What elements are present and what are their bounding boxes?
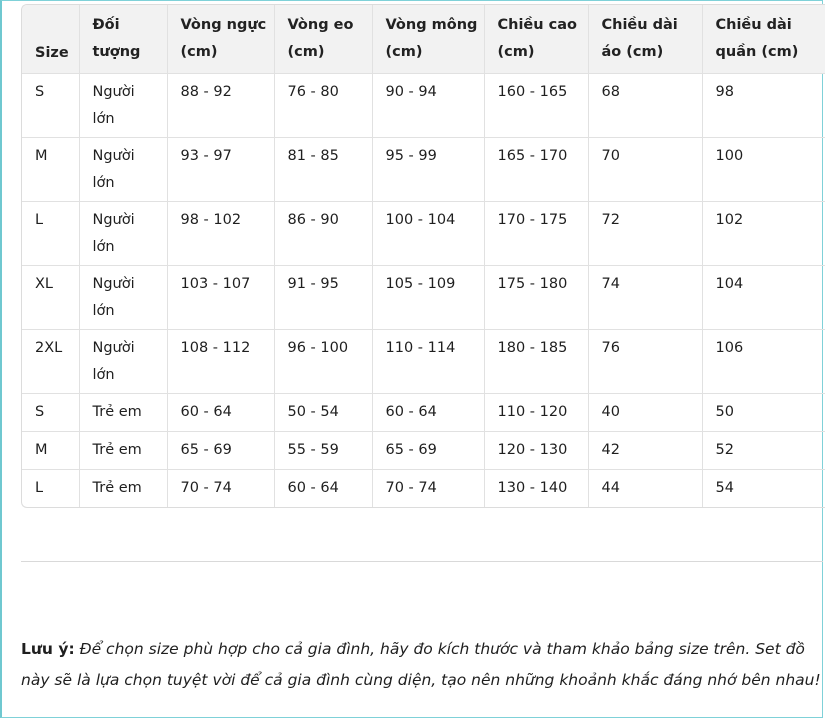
cell-waist: 81 - 85 xyxy=(274,137,372,201)
cell-chest: 70 - 74 xyxy=(167,469,274,507)
table-row xyxy=(22,201,825,265)
cell-pants-length: 54 xyxy=(702,469,825,507)
cell-size: S xyxy=(22,73,79,137)
cell-waist: 76 - 80 xyxy=(274,73,372,137)
cell-height: 165 - 170 xyxy=(484,137,588,201)
table-row xyxy=(22,393,825,431)
size-table-container xyxy=(21,4,825,508)
cell-group: Trẻ em xyxy=(79,393,167,431)
header-shirt-length: Chiều dài áo (cm) xyxy=(588,5,702,73)
header-group: Đối tượng xyxy=(79,5,167,73)
cell-waist: 96 - 100 xyxy=(274,329,372,393)
cell-chest: 108 - 112 xyxy=(167,329,274,393)
cell-height: 170 - 175 xyxy=(484,201,588,265)
cell-waist: 50 - 54 xyxy=(274,393,372,431)
note-paragraph xyxy=(21,634,821,696)
cell-pants-length: 52 xyxy=(702,431,825,469)
cell-shirt-length: 70 xyxy=(588,137,702,201)
cell-hip: 105 - 109 xyxy=(372,265,484,329)
cell-hip: 70 - 74 xyxy=(372,469,484,507)
horizontal-divider xyxy=(21,561,823,562)
cell-chest: 65 - 69 xyxy=(167,431,274,469)
cell-shirt-length: 76 xyxy=(588,329,702,393)
cell-pants-length: 50 xyxy=(702,393,825,431)
cell-waist: 55 - 59 xyxy=(274,431,372,469)
cell-size: L xyxy=(35,479,44,496)
table-row xyxy=(22,329,825,393)
header-chest: Vòng ngực (cm) xyxy=(167,5,274,73)
header-hip: Vòng mông (cm) xyxy=(372,5,484,73)
header-height: Chiều cao (cm) xyxy=(484,5,588,73)
cell-group: Người lớn xyxy=(79,201,167,265)
cell-hip: 90 - 94 xyxy=(372,73,484,137)
header-pants-length: Chiều dài quần (cm) xyxy=(702,5,825,73)
cell-waist: 60 - 64 xyxy=(274,469,372,507)
cell-size: S xyxy=(22,393,79,431)
cell-height: 175 - 180 xyxy=(484,265,588,329)
cell-group: Người lớn xyxy=(79,329,167,393)
cell-size: 2XL xyxy=(22,329,79,393)
table-row xyxy=(22,73,825,137)
cell-shirt-length: 72 xyxy=(588,201,702,265)
cell-pants-length: 102 xyxy=(702,201,825,265)
cell-size: XL xyxy=(22,265,79,329)
cell-shirt-length: 68 xyxy=(588,73,702,137)
table-row xyxy=(22,431,825,469)
note-text: Để chọn size phù hợp cho cả gia đình, hãy đo kích thước và tham khảo bảng size trên. Set đồ này sẽ là lựa chọn tuyệt vời để cả gia đình cùng diện, tạo nên những khoảnh khắc đáng nhớ bên nhau! xyxy=(21,639,821,689)
cell-height: 160 - 165 xyxy=(484,73,588,137)
cell-height: 120 - 130 xyxy=(484,431,588,469)
cell-shirt-length: 44 xyxy=(588,469,702,507)
cell-pants-length: 104 xyxy=(702,265,825,329)
cell-shirt-length: 74 xyxy=(588,265,702,329)
header-waist: Vòng eo (cm) xyxy=(274,5,372,73)
cell-chest: 93 - 97 xyxy=(167,137,274,201)
cell-hip: 110 - 114 xyxy=(372,329,484,393)
cell-height: 110 - 120 xyxy=(484,393,588,431)
cell-size: M xyxy=(22,137,79,201)
cell-pants-length: 100 xyxy=(702,137,825,201)
cell-hip: 95 - 99 xyxy=(372,137,484,201)
cell-waist: 91 - 95 xyxy=(274,265,372,329)
table-header-row xyxy=(22,5,825,73)
cell-group: Người lớn xyxy=(79,265,167,329)
cell-hip: 60 - 64 xyxy=(372,393,484,431)
cell-chest: 103 - 107 xyxy=(167,265,274,329)
cell-waist: 86 - 90 xyxy=(274,201,372,265)
cell-group: Trẻ em xyxy=(79,469,167,507)
cell-size: M xyxy=(22,431,79,469)
cell-shirt-length: 42 xyxy=(588,431,702,469)
header-size: Size xyxy=(22,5,79,73)
cell-group: Trẻ em xyxy=(79,431,167,469)
cell-height: 180 - 185 xyxy=(484,329,588,393)
cell-group: Người lớn xyxy=(79,73,167,137)
cell-size: L xyxy=(22,201,79,265)
cell-pants-length: 98 xyxy=(702,73,825,137)
cell-shirt-length: 40 xyxy=(588,393,702,431)
cell-hip: 100 - 104 xyxy=(372,201,484,265)
cell-hip: 65 - 69 xyxy=(372,431,484,469)
table-row xyxy=(22,137,825,201)
cell-chest: 98 - 102 xyxy=(167,201,274,265)
cell-group: Người lớn xyxy=(79,137,167,201)
size-table xyxy=(22,5,825,507)
cell-chest: 60 - 64 xyxy=(167,393,274,431)
cell-chest: 88 - 92 xyxy=(167,73,274,137)
table-row xyxy=(22,265,825,329)
note-label: Lưu ý: xyxy=(21,639,75,658)
cell-height: 130 - 140 xyxy=(484,469,588,507)
table-row xyxy=(22,469,825,507)
cell-pants-length: 106 xyxy=(702,329,825,393)
